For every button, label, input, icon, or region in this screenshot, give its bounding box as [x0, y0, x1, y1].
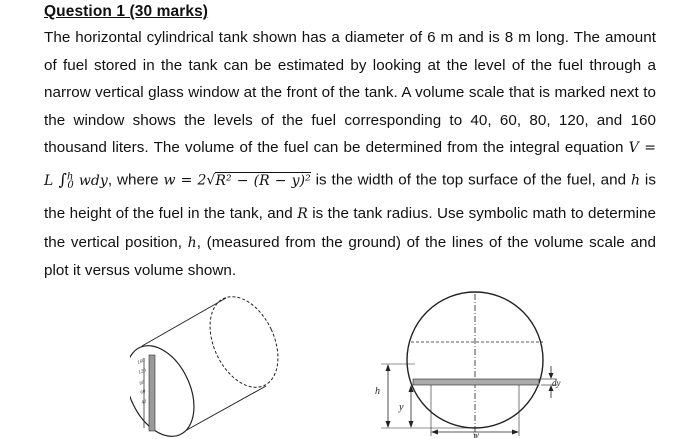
y-arrow-bottom — [409, 421, 414, 428]
text-part-2: , where — [107, 171, 164, 189]
text-part-6: , (measured from the ground) of the lines of the volume scale and plot it versus volume shown. — [44, 233, 656, 280]
equation-width-lhs: w = 2 — [163, 172, 207, 189]
integral-upper-limit: h — [66, 170, 74, 182]
w-arrow-right — [512, 430, 519, 435]
h-arrow-bottom — [386, 421, 391, 428]
dy-strip — [413, 379, 539, 385]
glass-window — [149, 355, 155, 431]
scale-label-60: 60 — [139, 389, 147, 396]
w-arrow-left — [431, 430, 438, 435]
equation-volume-lhs: V = L — [44, 140, 656, 189]
equation-volume-rhs: wdy — [78, 172, 108, 189]
tank-top-edge — [142, 298, 226, 346]
variable-R: R — [297, 206, 308, 223]
width-equation — [163, 172, 310, 189]
integral-lower-limit: 0 — [67, 180, 74, 192]
w-label: w — [473, 430, 480, 439]
variable-h-2: h — [187, 234, 197, 251]
h-label: h — [375, 386, 380, 397]
y-label: y — [399, 402, 404, 413]
text-part-5: is the tank radius. Use symbolic math to determine the vertical position, — [44, 205, 656, 251]
text-part-4: is the height of the fuel in the tank, and — [44, 171, 656, 223]
scale-label-80: 80 — [138, 380, 146, 387]
variable-h: h — [630, 172, 641, 189]
scale-label-160: 160 — [136, 358, 146, 366]
cross-section-figure — [355, 290, 565, 439]
equation-width-radicand: R² − (R − y)² — [215, 172, 311, 189]
h-arrow-top — [386, 364, 391, 371]
tank-figure — [130, 290, 280, 439]
text-part-3: is the width of the top surface of the fuel, and — [310, 171, 631, 189]
integral-sign: ∫ — [58, 169, 67, 189]
question-title: Question 1 (30 marks) — [44, 3, 209, 20]
dy-label: dy — [552, 378, 561, 388]
question-text — [44, 24, 656, 285]
text-part-1: The horizontal cylindrical tank shown has a diameter of 6 m and is 8 m long. The amount of fuel stored in the tank can be estimated by looking at the level of the fuel through a narrow vertical glass window at the front of the tank. A volume scale that is marked next to the window shows the levels of the fuel corresponding to 40, 60, 80, 120, and 160 thousand liters. The volume of the fuel can be determined from the integral equation — [44, 29, 656, 157]
sqrt-sign: √ — [206, 172, 216, 189]
tank-back-end — [197, 290, 280, 398]
scale-label-40: 40 — [140, 399, 148, 406]
scale-label-120: 120 — [137, 368, 147, 376]
tank-front-end — [130, 335, 207, 439]
